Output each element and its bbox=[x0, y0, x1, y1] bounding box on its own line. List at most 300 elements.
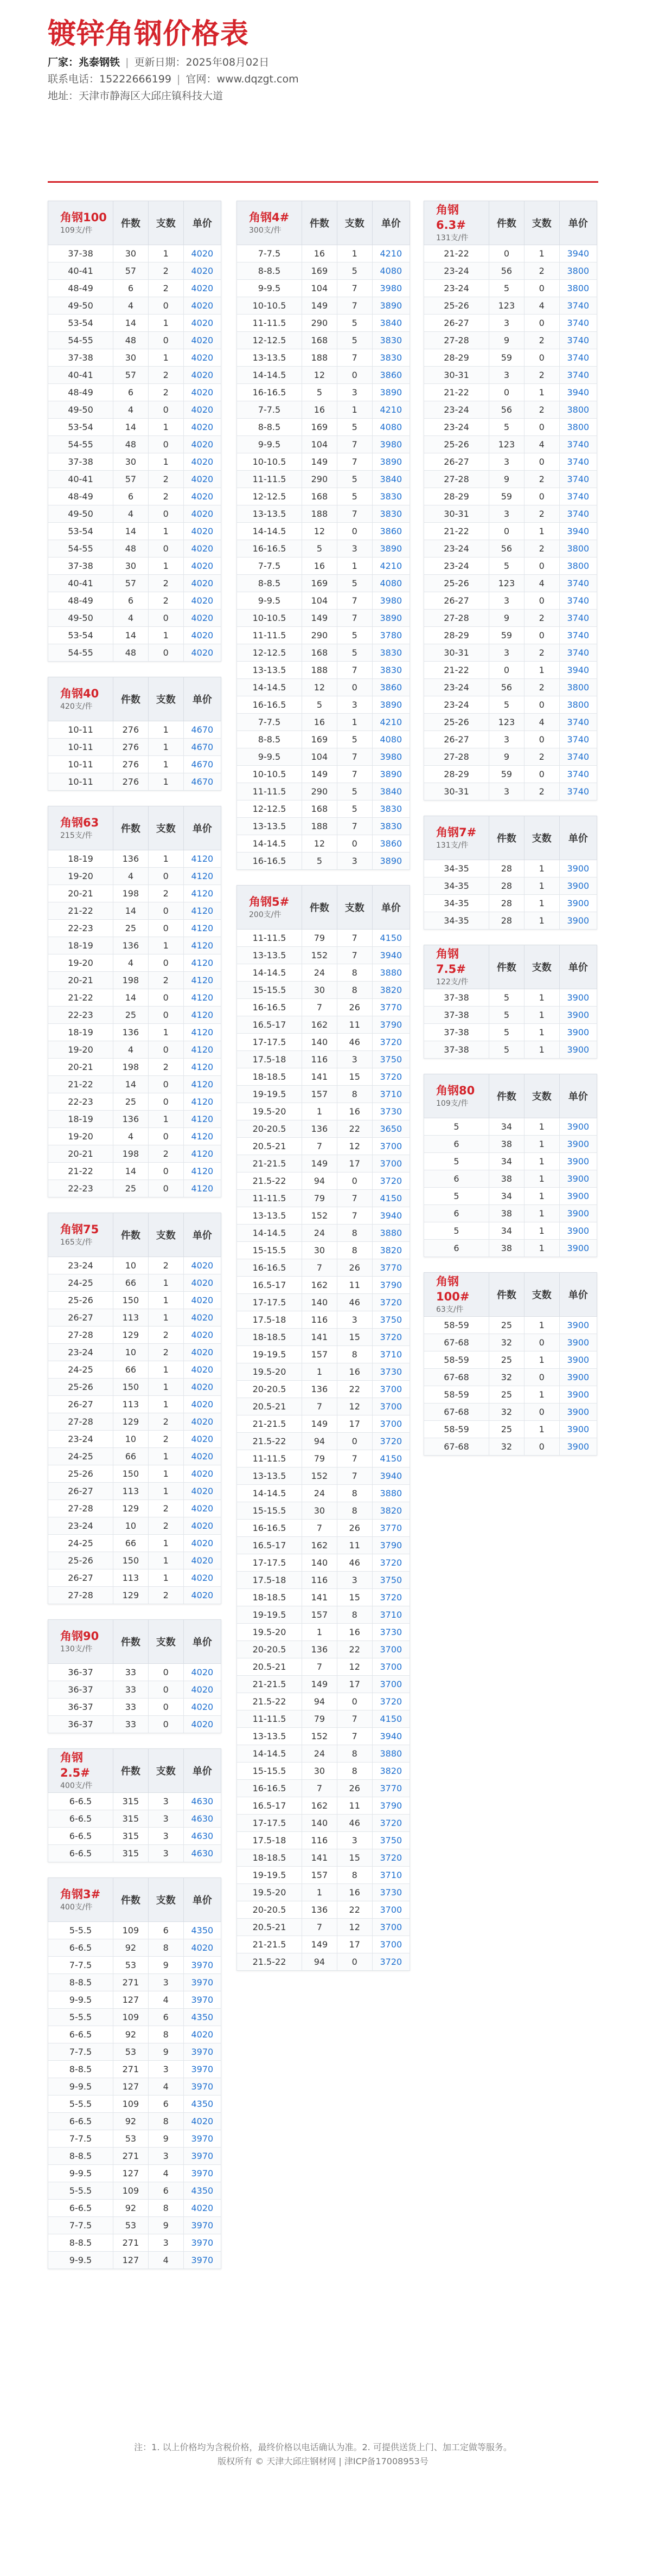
spec-cell: 8-8.5 bbox=[237, 575, 302, 592]
pieces-cell: 1 bbox=[524, 245, 559, 262]
spec-cell: 18-19 bbox=[48, 1111, 113, 1128]
pieces-header: 支数 bbox=[148, 1749, 183, 1793]
count-cell: 276 bbox=[113, 721, 149, 739]
count-cell: 32 bbox=[489, 1369, 525, 1386]
table-row bbox=[48, 1552, 221, 1569]
price-header: 单价 bbox=[559, 1273, 597, 1317]
count-cell: 123 bbox=[489, 436, 525, 453]
spec-cell: 11-11.5 bbox=[237, 783, 302, 800]
pieces-cell: 15 bbox=[337, 1849, 372, 1867]
pieces-cell: 6 bbox=[148, 2009, 183, 2026]
count-cell: 14 bbox=[113, 902, 149, 920]
spec-cell: 53-54 bbox=[48, 419, 113, 436]
count-cell: 25 bbox=[489, 1421, 525, 1438]
table-row bbox=[424, 748, 597, 766]
price-table bbox=[48, 1877, 221, 2269]
count-cell: 48 bbox=[113, 436, 149, 453]
pieces-cell: 0 bbox=[148, 1180, 183, 1197]
pieces-cell: 1 bbox=[524, 1024, 559, 1041]
count-cell: 271 bbox=[113, 1974, 149, 1991]
spec-cell: 27-28 bbox=[424, 748, 489, 766]
table-row bbox=[237, 332, 410, 349]
pieces-cell: 1 bbox=[337, 401, 372, 419]
count-cell: 149 bbox=[302, 1155, 337, 1172]
table-row bbox=[48, 2130, 221, 2148]
spec-cell: 20-20.5 bbox=[237, 1381, 302, 1398]
price-cell: 3740 bbox=[559, 592, 597, 610]
spec-cell: 13-13.5 bbox=[237, 349, 302, 367]
count-cell: 14 bbox=[113, 315, 149, 332]
price-cell: 3730 bbox=[372, 1884, 410, 1901]
spec-cell: 23-24 bbox=[424, 419, 489, 436]
price-cell: 4020 bbox=[183, 262, 221, 280]
pieces-cell: 0 bbox=[524, 1404, 559, 1421]
price-cell: 3900 bbox=[559, 1386, 597, 1404]
pieces-cell: 3 bbox=[337, 1832, 372, 1849]
price-cell: 4120 bbox=[183, 937, 221, 954]
pieces-cell: 46 bbox=[337, 1294, 372, 1311]
spec-cell: 20-20.5 bbox=[237, 1120, 302, 1138]
spec-cell: 23-24 bbox=[48, 1517, 113, 1535]
count-cell: 7 bbox=[302, 1919, 337, 1936]
table-row bbox=[48, 471, 221, 488]
spec-cell: 16-16.5 bbox=[237, 696, 302, 714]
count-cell: 32 bbox=[489, 1404, 525, 1421]
price-table bbox=[48, 677, 221, 791]
spec-cell: 54-55 bbox=[48, 332, 113, 349]
count-cell: 0 bbox=[489, 523, 525, 540]
count-cell: 152 bbox=[302, 1207, 337, 1225]
price-table bbox=[424, 1272, 597, 1456]
count-cell: 16 bbox=[302, 714, 337, 731]
spec-cell: 17-17.5 bbox=[237, 1034, 302, 1051]
pieces-cell: 7 bbox=[337, 662, 372, 679]
spec-cell: 20-21 bbox=[48, 1145, 113, 1163]
table-row bbox=[48, 1587, 221, 1604]
table-row bbox=[424, 1041, 597, 1059]
table-row bbox=[48, 937, 221, 954]
count-cell: 4 bbox=[113, 868, 149, 885]
count-cell: 5 bbox=[302, 853, 337, 870]
count-cell: 7 bbox=[302, 1658, 337, 1676]
pieces-header: 支数 bbox=[148, 1878, 183, 1922]
table-row bbox=[424, 696, 597, 714]
pieces-cell: 16 bbox=[337, 1103, 372, 1120]
count-cell: 14 bbox=[113, 1163, 149, 1180]
pieces-cell: 3 bbox=[148, 2061, 183, 2078]
pieces-cell: 26 bbox=[337, 1780, 372, 1797]
count-cell: 10 bbox=[113, 1431, 149, 1448]
price-cell: 4350 bbox=[183, 2009, 221, 2026]
website[interactable]: 官网：www.dqzgt.com bbox=[186, 73, 299, 85]
count-header: 件数 bbox=[113, 1878, 149, 1922]
count-cell: 79 bbox=[302, 1450, 337, 1468]
pieces-cell: 1 bbox=[524, 1317, 559, 1334]
pieces-cell: 17 bbox=[337, 1155, 372, 1172]
count-cell: 315 bbox=[113, 1793, 149, 1810]
count-cell: 315 bbox=[113, 1845, 149, 1862]
pieces-cell: 1 bbox=[524, 912, 559, 930]
pieces-cell: 0 bbox=[148, 1716, 183, 1733]
count-cell: 149 bbox=[302, 1936, 337, 1953]
table-row bbox=[48, 1413, 221, 1431]
pieces-cell: 1 bbox=[148, 1396, 183, 1413]
price-cell: 3720 bbox=[372, 1172, 410, 1190]
product-name: 角钢5# bbox=[249, 895, 290, 908]
price-cell: 3880 bbox=[372, 1485, 410, 1502]
pieces-cell: 12 bbox=[337, 1919, 372, 1936]
pieces-cell: 7 bbox=[337, 1450, 372, 1468]
manufacturer-label: 厂家： bbox=[48, 56, 79, 68]
pieces-cell: 1 bbox=[148, 1569, 183, 1587]
table-row bbox=[48, 436, 221, 453]
spec-cell: 5-5.5 bbox=[48, 2096, 113, 2113]
price-cell: 3720 bbox=[372, 1693, 410, 1710]
phone[interactable]: 联系电话：15222666199 bbox=[48, 73, 171, 85]
table-row bbox=[237, 1606, 410, 1624]
pieces-cell: 1 bbox=[148, 739, 183, 756]
pieces-per-bundle: 200支/件 bbox=[249, 911, 282, 919]
price-cell: 3800 bbox=[559, 696, 597, 714]
price-cell: 3740 bbox=[559, 297, 597, 315]
pieces-cell: 11 bbox=[337, 1016, 372, 1034]
table-row bbox=[237, 419, 410, 436]
price-cell: 4020 bbox=[183, 1483, 221, 1500]
pieces-cell: 22 bbox=[337, 1641, 372, 1658]
spec-cell: 53-54 bbox=[48, 627, 113, 644]
table-header-row bbox=[48, 1749, 221, 1793]
count-cell: 34 bbox=[489, 1118, 525, 1136]
count-header: 件数 bbox=[489, 945, 525, 989]
pieces-cell: 8 bbox=[337, 964, 372, 982]
table-row bbox=[237, 930, 410, 947]
count-cell: 162 bbox=[302, 1277, 337, 1294]
table-row bbox=[237, 947, 410, 964]
price-cell: 3980 bbox=[372, 592, 410, 610]
count-cell: 94 bbox=[302, 1693, 337, 1710]
count-cell: 25 bbox=[489, 1386, 525, 1404]
price-cell: 4120 bbox=[183, 1041, 221, 1059]
table-row bbox=[48, 1059, 221, 1076]
price-header: 单价 bbox=[559, 945, 597, 989]
pieces-cell: 1 bbox=[148, 1483, 183, 1500]
price-cell: 3820 bbox=[372, 1502, 410, 1520]
count-cell: 157 bbox=[302, 1606, 337, 1624]
pieces-cell: 0 bbox=[148, 1041, 183, 1059]
pieces-cell: 0 bbox=[148, 1664, 183, 1681]
table-row bbox=[237, 679, 410, 696]
product-name: 角钢7.5# bbox=[436, 947, 466, 976]
table-header-row bbox=[48, 1878, 221, 1922]
pieces-cell: 2 bbox=[524, 644, 559, 662]
price-cell: 4020 bbox=[183, 1379, 221, 1396]
spec-cell: 11-11.5 bbox=[237, 1190, 302, 1207]
spec-cell: 30-31 bbox=[424, 367, 489, 384]
price-cell: 3780 bbox=[372, 627, 410, 644]
pieces-cell: 7 bbox=[337, 610, 372, 627]
pieces-cell: 0 bbox=[524, 1334, 559, 1351]
spec-cell: 23-24 bbox=[48, 1344, 113, 1361]
price-cell: 4120 bbox=[183, 1007, 221, 1024]
count-cell: 188 bbox=[302, 818, 337, 835]
table-row bbox=[424, 436, 597, 453]
pieces-cell: 1 bbox=[148, 1024, 183, 1041]
table-row bbox=[424, 989, 597, 1007]
count-cell: 66 bbox=[113, 1535, 149, 1552]
table-row bbox=[424, 419, 597, 436]
price-header: 单价 bbox=[183, 1749, 221, 1793]
table-row bbox=[237, 1919, 410, 1936]
table-row bbox=[237, 1207, 410, 1225]
pieces-cell: 4 bbox=[524, 714, 559, 731]
pieces-cell: 5 bbox=[337, 627, 372, 644]
table-row bbox=[237, 1016, 410, 1034]
pieces-cell: 1 bbox=[148, 1111, 183, 1128]
price-cell: 3740 bbox=[559, 575, 597, 592]
pieces-cell: 2 bbox=[148, 592, 183, 610]
price-cell: 4020 bbox=[183, 1500, 221, 1517]
count-cell: 152 bbox=[302, 947, 337, 964]
count-cell: 48 bbox=[113, 332, 149, 349]
count-cell: 1 bbox=[302, 1363, 337, 1381]
pieces-cell: 3 bbox=[148, 1974, 183, 1991]
pieces-cell: 8 bbox=[148, 1939, 183, 1957]
table-row bbox=[237, 1641, 410, 1658]
table-header-row bbox=[424, 1074, 597, 1118]
price-cell: 4350 bbox=[183, 2182, 221, 2200]
price-cell: 4080 bbox=[372, 262, 410, 280]
price-cell: 3740 bbox=[559, 505, 597, 523]
table-row bbox=[424, 1317, 597, 1334]
price-cell: 4080 bbox=[372, 419, 410, 436]
spec-cell: 58-59 bbox=[424, 1317, 489, 1334]
pieces-cell: 5 bbox=[337, 419, 372, 436]
table-row bbox=[237, 1658, 410, 1676]
count-cell: 32 bbox=[489, 1334, 525, 1351]
count-cell: 10 bbox=[113, 1257, 149, 1274]
spec-cell: 8-8.5 bbox=[237, 262, 302, 280]
count-cell: 59 bbox=[489, 766, 525, 783]
product-name: 角钢6.3# bbox=[436, 203, 466, 232]
spec-cell: 36-37 bbox=[48, 1716, 113, 1733]
pieces-cell: 1 bbox=[524, 1041, 559, 1059]
pieces-cell: 0 bbox=[524, 592, 559, 610]
count-cell: 276 bbox=[113, 756, 149, 773]
price-cell: 3900 bbox=[559, 1024, 597, 1041]
table-row bbox=[48, 245, 221, 262]
count-cell: 198 bbox=[113, 885, 149, 902]
price-cell: 3980 bbox=[372, 436, 410, 453]
pieces-cell: 0 bbox=[524, 766, 559, 783]
pieces-cell: 5 bbox=[337, 731, 372, 748]
count-cell: 168 bbox=[302, 644, 337, 662]
pieces-cell: 1 bbox=[524, 860, 559, 877]
count-cell: 149 bbox=[302, 766, 337, 783]
pieces-cell: 4 bbox=[148, 2165, 183, 2182]
pieces-cell: 2 bbox=[148, 972, 183, 989]
count-cell: 7 bbox=[302, 1520, 337, 1537]
spec-cell: 58-59 bbox=[424, 1351, 489, 1369]
table-row bbox=[237, 1190, 410, 1207]
spec-cell: 16.5-17 bbox=[237, 1797, 302, 1815]
pieces-cell: 7 bbox=[337, 349, 372, 367]
price-cell: 3940 bbox=[559, 245, 597, 262]
price-cell: 3900 bbox=[559, 1240, 597, 1257]
pieces-cell: 1 bbox=[148, 245, 183, 262]
pieces-per-bundle: 215支/件 bbox=[60, 831, 93, 840]
table-row bbox=[237, 1051, 410, 1068]
count-cell: 169 bbox=[302, 575, 337, 592]
table-row bbox=[237, 1138, 410, 1155]
pieces-cell: 0 bbox=[524, 419, 559, 436]
spec-cell: 26-27 bbox=[424, 453, 489, 471]
count-cell: 136 bbox=[113, 937, 149, 954]
count-cell: 149 bbox=[302, 1415, 337, 1433]
price-cell: 3840 bbox=[372, 471, 410, 488]
price-cell: 3700 bbox=[372, 1676, 410, 1693]
price-cell: 3830 bbox=[372, 349, 410, 367]
count-cell: 123 bbox=[489, 575, 525, 592]
price-cell: 4020 bbox=[183, 1344, 221, 1361]
table-row bbox=[48, 1664, 221, 1681]
table-row bbox=[237, 1901, 410, 1919]
table-row bbox=[237, 1537, 410, 1554]
spec-cell: 18-18.5 bbox=[237, 1589, 302, 1606]
price-cell: 4120 bbox=[183, 902, 221, 920]
count-cell: 94 bbox=[302, 1953, 337, 1971]
pieces-cell: 5 bbox=[337, 800, 372, 818]
price-cell: 4020 bbox=[183, 1431, 221, 1448]
count-cell: 149 bbox=[302, 1676, 337, 1693]
table-name-cell bbox=[48, 201, 113, 245]
price-cell: 3720 bbox=[372, 1815, 410, 1832]
spec-cell: 34-35 bbox=[424, 860, 489, 877]
spec-cell: 21-22 bbox=[48, 902, 113, 920]
spec-cell: 6-6.5 bbox=[48, 2200, 113, 2217]
price-cell: 3830 bbox=[372, 800, 410, 818]
spec-cell: 7-7.5 bbox=[237, 558, 302, 575]
count-cell: 127 bbox=[113, 1991, 149, 2009]
spec-cell: 25-26 bbox=[48, 1379, 113, 1396]
product-name: 角钢7# bbox=[436, 826, 477, 839]
price-cell: 3830 bbox=[372, 818, 410, 835]
pieces-cell: 2 bbox=[148, 1517, 183, 1535]
header bbox=[0, 0, 646, 105]
table-row bbox=[237, 853, 410, 870]
spec-cell: 21-21.5 bbox=[237, 1676, 302, 1693]
count-cell: 113 bbox=[113, 1483, 149, 1500]
table-row bbox=[237, 1225, 410, 1242]
spec-cell: 6-6.5 bbox=[48, 2113, 113, 2130]
price-header: 单价 bbox=[559, 816, 597, 860]
price-cell: 4210 bbox=[372, 401, 410, 419]
price-cell: 3720 bbox=[372, 1433, 410, 1450]
pieces-cell: 11 bbox=[337, 1277, 372, 1294]
spec-cell: 37-38 bbox=[48, 558, 113, 575]
price-cell: 4020 bbox=[183, 627, 221, 644]
table-row bbox=[48, 850, 221, 868]
table-row bbox=[48, 1274, 221, 1292]
table-row bbox=[48, 592, 221, 610]
pieces-cell: 7 bbox=[337, 505, 372, 523]
table-row bbox=[48, 1076, 221, 1093]
count-cell: 4 bbox=[113, 1128, 149, 1145]
pieces-per-bundle: 131支/件 bbox=[436, 234, 469, 242]
spec-cell: 16-16.5 bbox=[237, 999, 302, 1016]
spec-cell: 36-37 bbox=[48, 1699, 113, 1716]
count-cell: 30 bbox=[302, 1242, 337, 1259]
pieces-cell: 7 bbox=[337, 930, 372, 947]
price-cell: 3970 bbox=[183, 1957, 221, 1974]
pieces-cell: 0 bbox=[148, 1128, 183, 1145]
price-cell: 4020 bbox=[183, 349, 221, 367]
spec-cell: 25-26 bbox=[424, 297, 489, 315]
table-row bbox=[48, 2217, 221, 2234]
price-cell: 4020 bbox=[183, 488, 221, 505]
count-cell: 129 bbox=[113, 1587, 149, 1604]
table-row bbox=[48, 2096, 221, 2113]
table-row bbox=[48, 1041, 221, 1059]
count-cell: 140 bbox=[302, 1294, 337, 1311]
pieces-cell: 0 bbox=[148, 1007, 183, 1024]
count-cell: 38 bbox=[489, 1240, 525, 1257]
pieces-cell: 1 bbox=[148, 419, 183, 436]
price-cell: 3840 bbox=[372, 783, 410, 800]
product-name: 角钢90 bbox=[60, 1630, 99, 1643]
table-row bbox=[237, 1728, 410, 1745]
pieces-cell: 7 bbox=[337, 947, 372, 964]
spec-cell: 21-21.5 bbox=[237, 1415, 302, 1433]
spec-cell: 19-20 bbox=[48, 868, 113, 885]
table-header-row bbox=[48, 1620, 221, 1664]
spec-cell: 36-37 bbox=[48, 1664, 113, 1681]
pieces-cell: 2 bbox=[148, 1500, 183, 1517]
count-cell: 3 bbox=[489, 731, 525, 748]
table-row bbox=[48, 349, 221, 367]
pieces-cell: 0 bbox=[524, 1438, 559, 1456]
count-cell: 16 bbox=[302, 401, 337, 419]
spec-cell: 8-8.5 bbox=[48, 1974, 113, 1991]
pieces-cell: 1 bbox=[148, 721, 183, 739]
spec-cell: 58-59 bbox=[424, 1421, 489, 1438]
table-row bbox=[237, 1815, 410, 1832]
pieces-per-bundle: 420支/件 bbox=[60, 702, 93, 711]
count-cell: 149 bbox=[302, 453, 337, 471]
price-cell: 3900 bbox=[559, 1317, 597, 1334]
count-cell: 10 bbox=[113, 1517, 149, 1535]
pieces-cell: 8 bbox=[337, 1242, 372, 1259]
spec-cell: 6 bbox=[424, 1136, 489, 1153]
spec-cell: 11-11.5 bbox=[237, 315, 302, 332]
count-cell: 7 bbox=[302, 1780, 337, 1797]
price-cell: 3900 bbox=[559, 1438, 597, 1456]
count-cell: 109 bbox=[113, 2182, 149, 2200]
pieces-cell: 0 bbox=[524, 453, 559, 471]
table-row bbox=[48, 1145, 221, 1163]
spec-cell: 7-7.5 bbox=[48, 2217, 113, 2234]
table-row bbox=[237, 999, 410, 1016]
price-cell: 4020 bbox=[183, 2026, 221, 2043]
table-row bbox=[48, 756, 221, 773]
count-cell: 127 bbox=[113, 2078, 149, 2096]
count-cell: 198 bbox=[113, 972, 149, 989]
table-row bbox=[48, 1939, 221, 1957]
price-cell: 3830 bbox=[372, 662, 410, 679]
table-row bbox=[424, 349, 597, 367]
spec-cell: 54-55 bbox=[48, 540, 113, 558]
spec-cell: 7-7.5 bbox=[237, 401, 302, 419]
count-cell: 150 bbox=[113, 1552, 149, 1569]
